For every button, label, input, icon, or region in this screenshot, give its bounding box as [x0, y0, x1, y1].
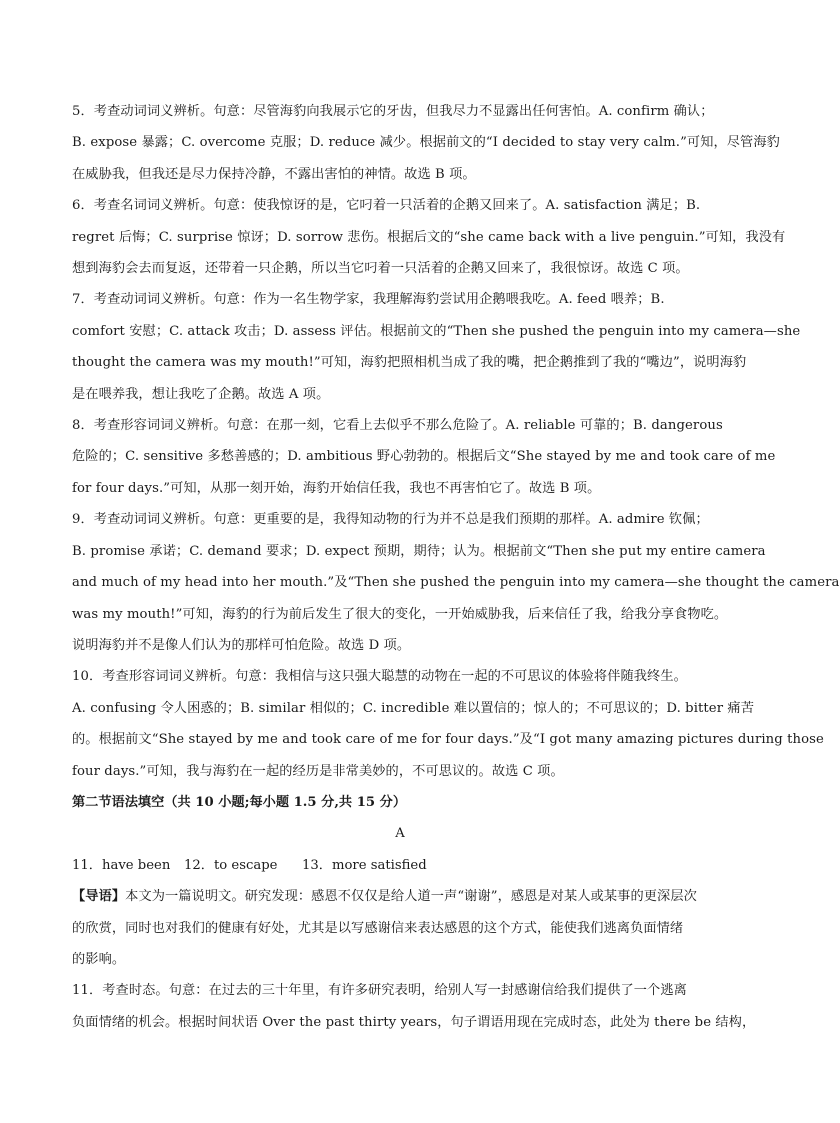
text-line: 是在喂养我，想让我吃了企鹅。故选 A 项。 [72, 386, 330, 402]
text-line: four days.”可知，我与海豹在一起的经历是非常美妙的，不可思议的。故选 C 项。 [72, 763, 564, 779]
document-page [72, 96, 840, 1038]
text-line: 11．考查时态。句意：在过去的三十年里，有许多研究表明，给别人写一封感谢信给我们提供了一个逃离 [72, 983, 687, 999]
explanation-6 [72, 190, 786, 284]
guide-text: 本文为一篇说明文。研究发现：感恩不仅仅是给人道一声“谢谢”，感恩是对某人或某事的更深层次 [125, 889, 697, 905]
explanation-9 [72, 504, 840, 661]
text-line: 在威胁我，但我还是尽力保持冷静，不露出害怕的神情。故选 B 项。 [72, 166, 476, 182]
section-title: 第二节语法填空（共 10 小题;每小题 1.5 分,共 15 分） [72, 794, 407, 810]
text-line: 9．考查动词词义辨析。句意：更重要的是，我得知动物的行为并不总是我们预期的那样。A. admire 钦佩； [72, 512, 709, 528]
guide-paragraph [72, 881, 728, 975]
text-line: 的欣赏，同时也对我们的健康有好处，尤其是以写感谢信来表达感恩的这个方式，能使我们逃离负面情绪 [72, 920, 684, 936]
text-line: 的影响。 [72, 951, 126, 967]
text-line: regret 后悔；C. surprise 惊讶；D. sorrow 悲伤。根据后文的“she came back with a live penguin.”可知，我没有 [72, 229, 786, 245]
text-line: for four days.”可知，从那一刻开始，海豹开始信任我，我也不再害怕它了。故选 B 项。 [72, 480, 601, 496]
explanation-11 [72, 975, 756, 1038]
explanation-7 [72, 284, 801, 410]
text-line: 6．考查名词词义辨析。句意：使我惊讶的是，它叼着一只活着的企鹅又回来了。A. satisfaction 满足；B. [72, 198, 701, 214]
text-line [72, 881, 728, 912]
answer-11: 11．have been [72, 857, 171, 873]
explanation-10 [72, 661, 824, 787]
text-line: 5．考查动词词义辨析。句意：尽管海豹向我展示它的牙齿，但我尽力不显露出任何害怕。A. confirm 确认； [72, 104, 714, 119]
answer-12: 12．to escape [184, 857, 278, 873]
answer-row [72, 850, 728, 881]
answer-13: 13．more satisfied [302, 857, 427, 873]
text-line: 危险的；C. sensitive 多愁善感的；D. ambitious 野心勃勃的。根据后文“She stayed by me and took care of me [72, 449, 776, 465]
guide-tag: 【导语】 [72, 889, 126, 905]
text-line: 8．考查形容词词义辨析。句意：在那一刻，它看上去似乎不那么危险了。A. reliable 可靠的；B. dangerous [72, 418, 723, 434]
explanation-8 [72, 410, 776, 504]
text-line: and much of my head into her mouth.”及“Then she pushed the penguin into my camera—she thought the camera [72, 575, 840, 591]
section-label: A [395, 826, 405, 842]
text-line: A. confusing 令人困惑的；B. similar 相似的；C. incredible 难以置信的；惊人的；不可思议的；D. bitter 痛苦 [72, 700, 754, 716]
text-line: 的。根据前文“She stayed by me and took care of me for four days.”及“I got many amazing pictures during those [72, 732, 824, 748]
text-line: thought the camera was my mouth!”可知，海豹把照相机当成了我的嘴，把企鹅推到了我的“嘴边”，说明海豹 [72, 355, 747, 371]
text-line: 10．考查形容词词义辨析。句意：我相信与这只强大聪慧的动物在一起的不可思议的体验将伴随我终生。 [72, 669, 687, 685]
text-line: 负面情绪的机会。根据时间状语 Over the past thirty years，句子谓语用现在完成时态，此处为 there be 结构， [72, 1014, 756, 1030]
text-line: 7．考查动词词义辨析。句意：作为一名生物学家，我理解海豹尝试用企鹅喂我吃。A. feed 喂养；B. [72, 292, 665, 308]
explanation-5 [72, 96, 780, 190]
text-line: B. expose 暴露；C. overcome 克服；D. reduce 减少。根据前文的“I decided to stay very calm.”可知，尽管海豹 [72, 135, 780, 151]
text-line: was my mouth!”可知，海豹的行为前后发生了很大的变化，一开始威胁我，后来信任了我，给我分享食物吃。 [72, 606, 728, 622]
text-line: comfort 安慰；C. attack 攻击；D. assess 评估。根据前文的“Then she pushed the penguin into my camera—she [72, 323, 801, 339]
text-line: B. promise 承诺；C. demand 要求；D. expect 预期，期待；认为。根据前文“Then she put my entire camera [72, 543, 766, 559]
text-line: 想到海豹会去而复返，还带着一只企鹅，所以当它叼着一只活着的企鹅又回来了，我很惊讶。故选 C 项。 [72, 261, 689, 277]
text-line: 说明海豹并不是像人们认为的那样可怕危险。故选 D 项。 [72, 637, 411, 653]
